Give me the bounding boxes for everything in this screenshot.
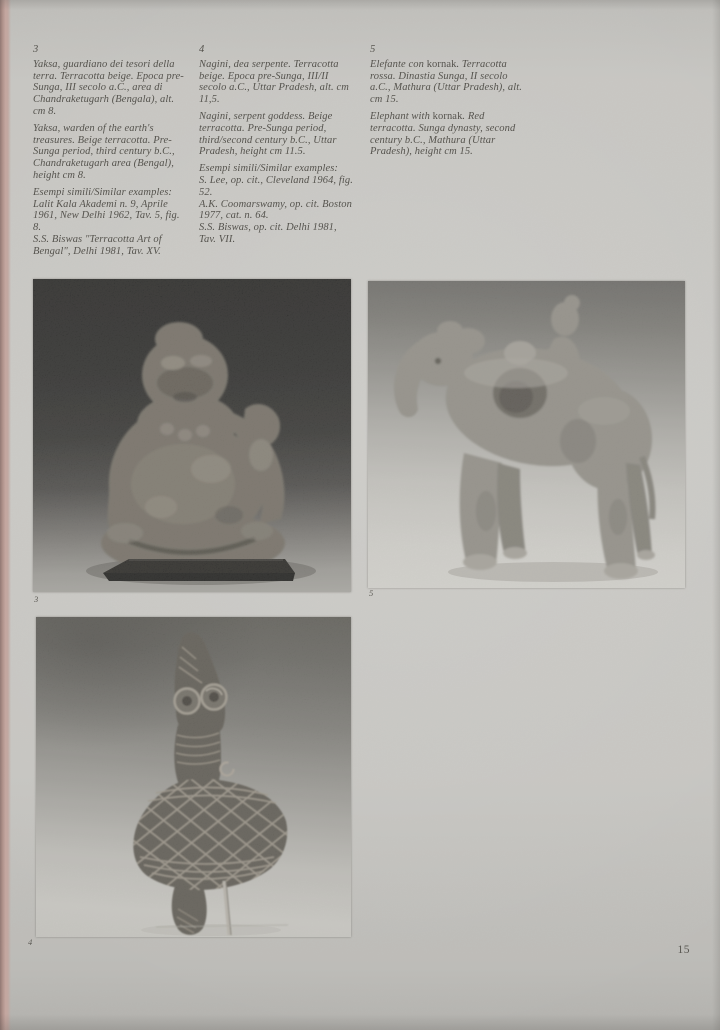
entry-caption-italian: Nagini, dea serpente. Terracotta beige. Epoca pre-Sunga, III/II secolo a.C., Uttar Pradesh, alt. cm 11,5.: [199, 58, 349, 106]
catalog-entry-5: [370, 44, 525, 163]
similar-examples-label: Esempi simili/Similar examples:: [33, 186, 172, 198]
catalog-entry-3: [33, 44, 188, 263]
entry-number: 3: [33, 44, 39, 55]
entry-number: 4: [199, 44, 205, 55]
figure-label: 3: [34, 594, 39, 604]
reference: S.S. Biswas, op. cit. Delhi 1981, Tav. VII.: [199, 222, 337, 245]
page-shadow-top: [0, 0, 720, 10]
elephant-with-rider-figurine-illustration: [368, 281, 685, 588]
figure-photo-elephant: [368, 281, 685, 588]
entry-references: [33, 187, 188, 258]
similar-examples-label: Esempi simili/Similar examples:: [199, 163, 338, 175]
entry-caption-italian: Elefante con kornak. Terracotta rossa. Dinastia Sunga, II secolo a.C., Mathura (Uttar Pradesh), alt. cm 15.: [370, 58, 522, 106]
figure-label: 5: [369, 588, 374, 598]
entry-caption-english: Nagini, serpent goddess. Beige terracotta. Pre-Sunga period, third/second century b.C., Uttar Pradesh, height cm 11.5.: [199, 110, 337, 158]
reference: S. Lee, op. cit., Cleveland 1964, fig. 52.: [199, 174, 353, 198]
reference: A.K. Coomarswamy, op. cit. Boston 1977, cat. n. 64.: [199, 198, 352, 222]
figure-label: 4: [28, 937, 33, 947]
figure-photo-nagini: [36, 617, 351, 937]
catalog-entry-4: [199, 44, 354, 251]
nagini-bird-figurine-illustration: [36, 617, 351, 937]
page-edge-strip: [0, 0, 11, 1030]
page-shadow-right: [712, 0, 720, 1030]
page-number: 15: [677, 944, 690, 956]
entry-number: 5: [370, 44, 376, 55]
entry-references: [199, 163, 354, 246]
entry-caption-english: Elephant with kornak. Red terracotta. Sunga dynasty, second century b.C., Mathura (Uttar Pradesh), height cm 15.: [370, 110, 516, 158]
reference: Lalit Kala Akademi n. 9, Aprile 1961, New Delhi 1962, Tav. 5, fig. 8.: [33, 198, 180, 234]
entry-caption-english: Yaksa, warden of the earth's treasures. Beige terracotta. Pre-Sunga period, third century b.C., Chandraketugarh area (Bengal), height cm 8.: [33, 122, 175, 181]
reference: S.S. Biswas "Terracotta Art of Bengal", Delhi 1981, Tav. XV.: [33, 233, 162, 257]
yaksa-figurine-illustration: [33, 279, 351, 592]
entry-caption-italian: Yaksa, guardiano dei tesori della terra. Terracotta beige. Epoca pre-Sunga, III secolo a.C., area di Chandraketugarh (Bengala), alt. cm 8.: [33, 58, 184, 117]
figure-photo-yaksa: [33, 279, 351, 592]
page-shadow-bottom: [0, 1014, 720, 1030]
